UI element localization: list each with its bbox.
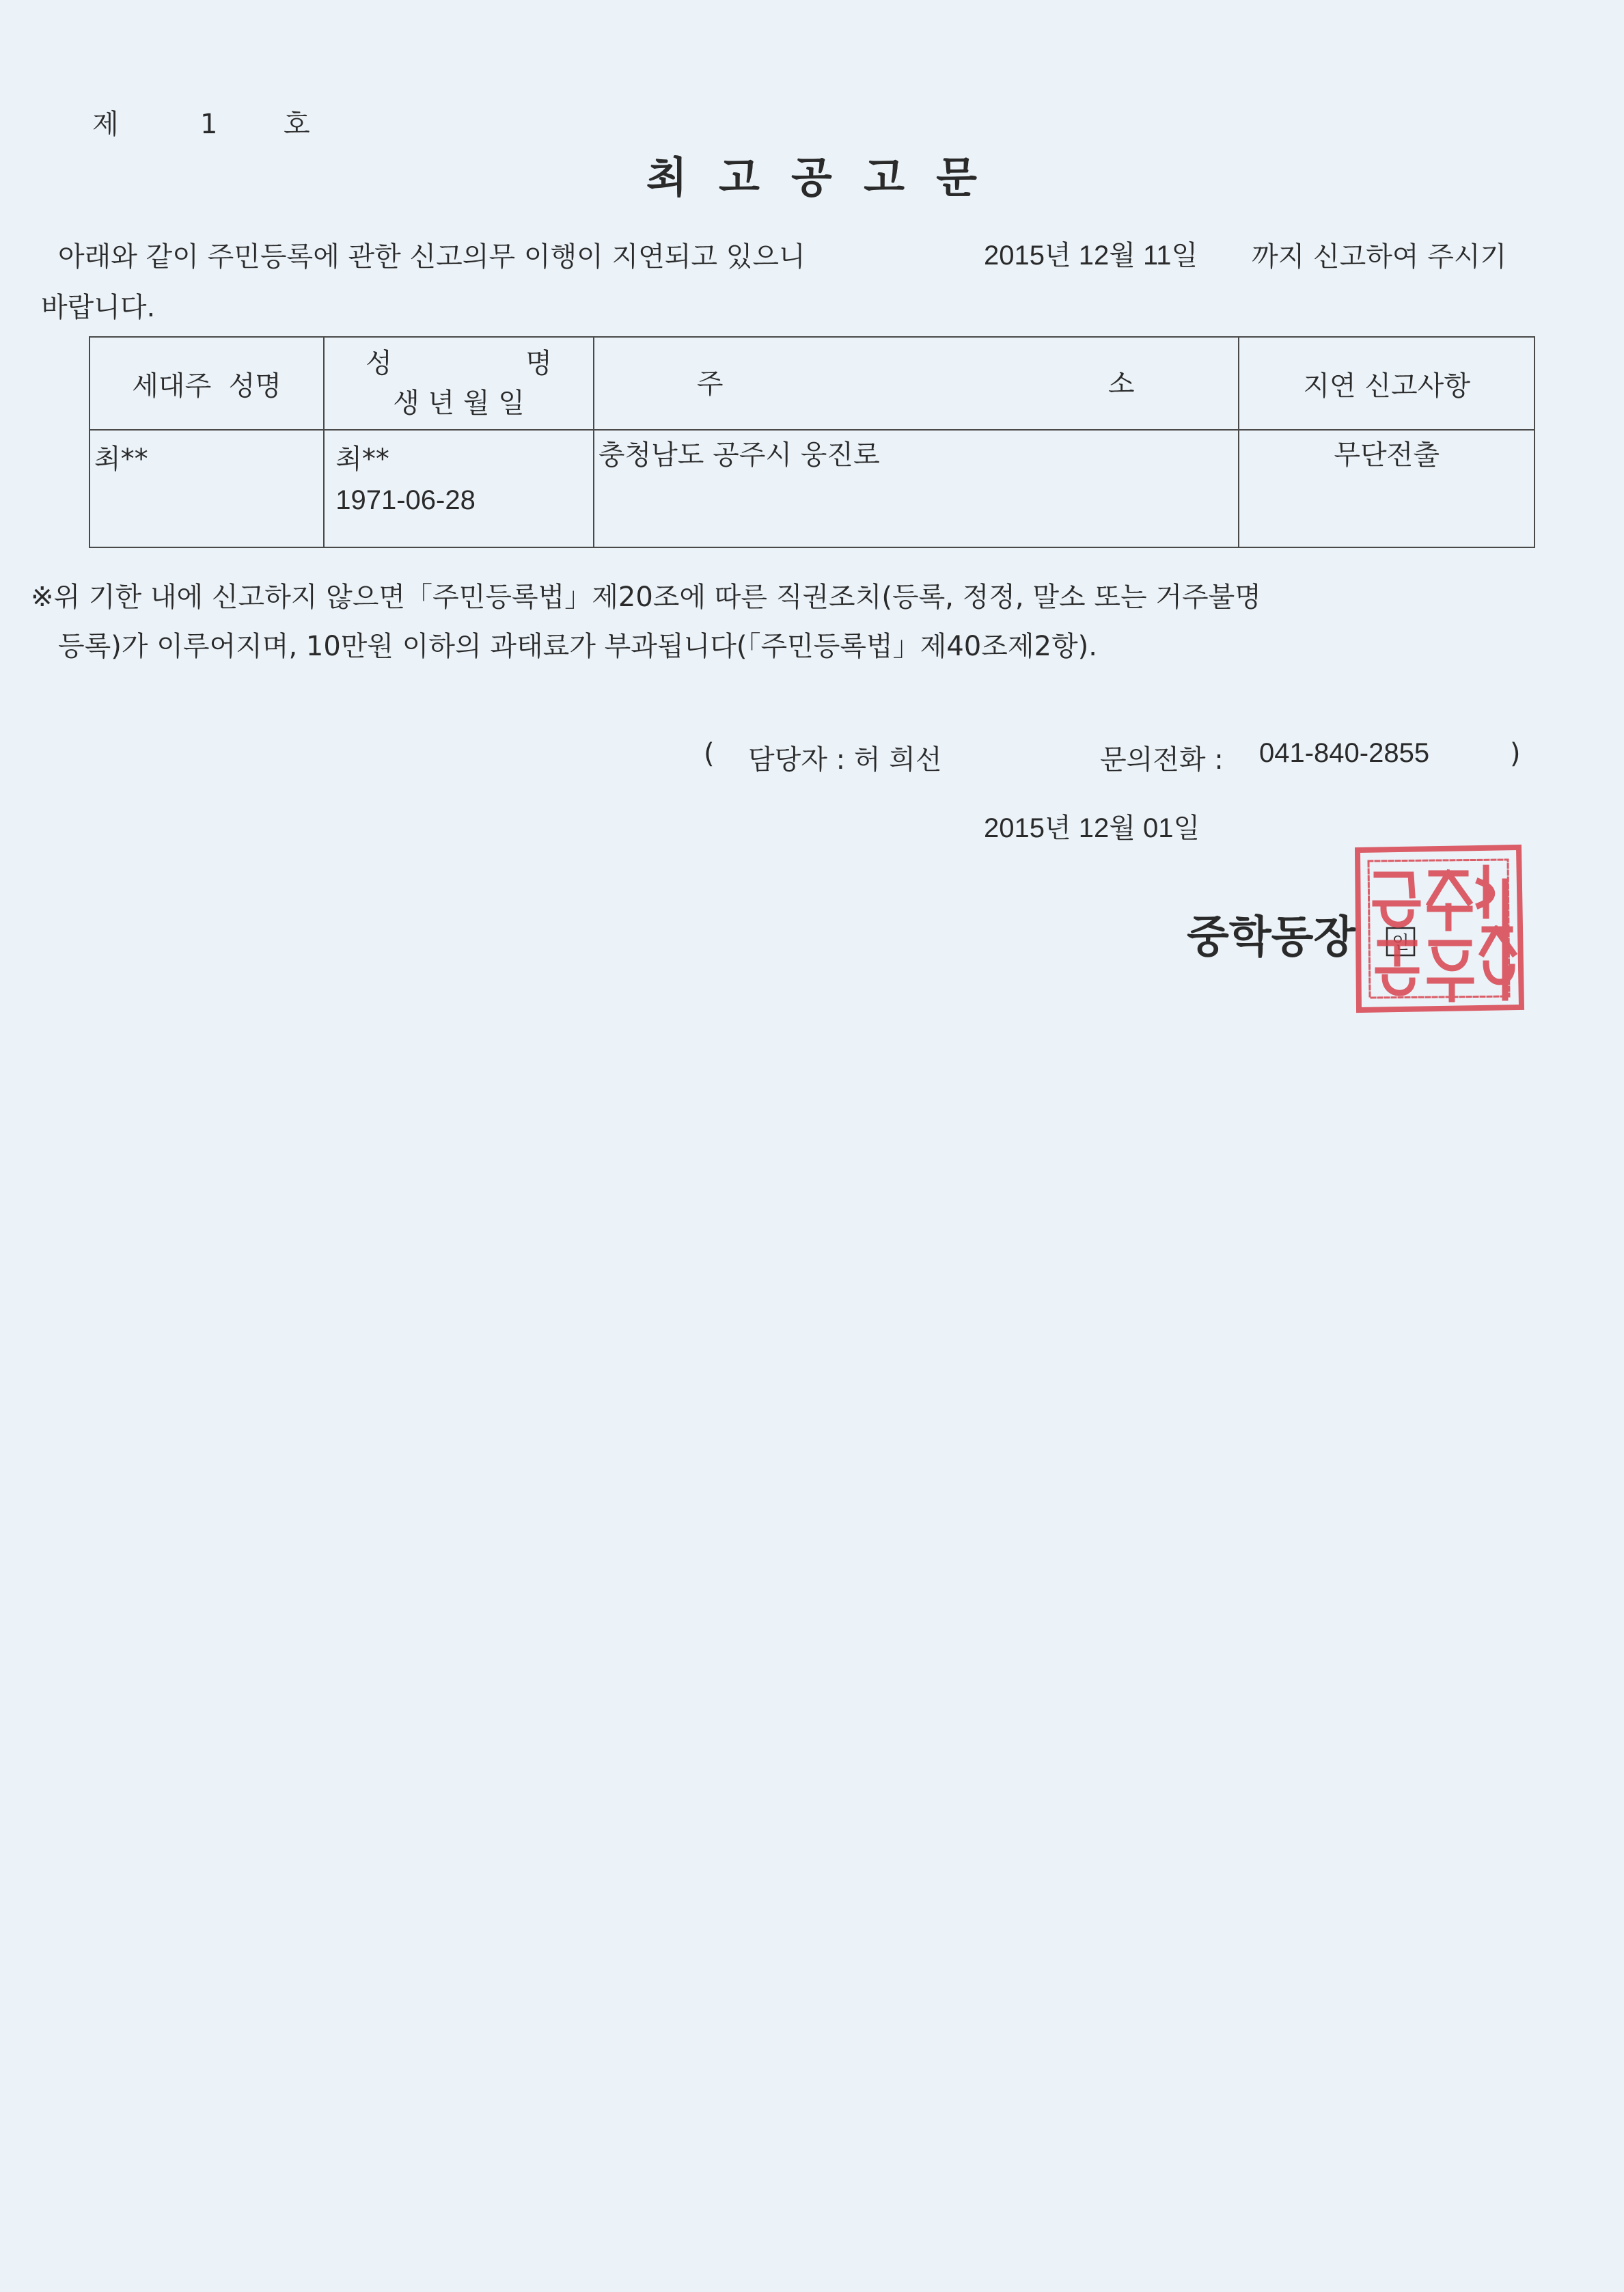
header-address xyxy=(594,337,1239,430)
intro-line-1: 아래와 같이 주민등록에 관한 신고의무 이행이 지연되고 있으니 xyxy=(58,241,806,273)
cell-address: 충청남도 공주시 웅진로 xyxy=(594,430,1239,547)
header-address-b: 소 xyxy=(1107,368,1135,400)
cell-name-birthdate xyxy=(324,430,594,547)
header-birthdate: 생 년 월 일 xyxy=(393,387,525,419)
table-header-row xyxy=(90,337,1534,430)
warning-line-2: 등록)가 이루어지며, 10만원 이하의 과태료가 부과됩니다(「주민등록법」제40조제2항). xyxy=(58,631,1097,662)
contact-open-paren: ( xyxy=(704,738,715,769)
contact-person: 담당자 : 허 희선 xyxy=(748,744,942,776)
document-number xyxy=(92,103,310,141)
signer-title: 중학동장 xyxy=(1187,912,1356,963)
cell-householder-name: 최** xyxy=(90,430,324,547)
cell-delayed-report: 무단전출 xyxy=(1239,430,1534,547)
header-delayed-report: 지연 신고사항 xyxy=(1239,337,1534,430)
intro-line-1-tail: 까지 신고하여 주시기 xyxy=(1252,241,1507,273)
document-number-prefix: 제 xyxy=(92,109,119,140)
issue-date: 2015년 12월 01일 xyxy=(984,813,1200,843)
table-row xyxy=(90,430,1534,547)
intro-deadline: 2015년 12월 11일 xyxy=(984,241,1198,271)
header-householder-name: 세대주 성명 xyxy=(90,337,324,430)
warning-line-1: ※위 기한 내에 신고하지 않으면「주민등록법」제20조에 따른 직권조치(등록, 정정, 말소 또는 거주불명 xyxy=(31,582,1261,613)
notice-table xyxy=(89,336,1535,548)
document-title: 최 고 공 고 문 xyxy=(646,152,978,202)
cell-name: 최** xyxy=(335,444,389,475)
header-address-a: 주 xyxy=(696,368,724,400)
header-name-birthdate xyxy=(324,337,594,430)
contact-phone: 041-840-2855 xyxy=(1259,738,1430,768)
document-number-value: 1 xyxy=(200,109,218,140)
official-seal-stamp xyxy=(1349,841,1527,1017)
svg-text:인: 인 xyxy=(1392,933,1409,953)
document-number-suffix: 호 xyxy=(284,109,310,140)
cell-birth-date: 1971-06-28 xyxy=(335,485,476,515)
contact-phone-label: 문의전화 : xyxy=(1100,744,1224,776)
contact-close-paren: ) xyxy=(1510,738,1521,769)
header-name: 성 명 xyxy=(366,348,552,379)
intro-line-2: 바랍니다. xyxy=(41,292,156,323)
